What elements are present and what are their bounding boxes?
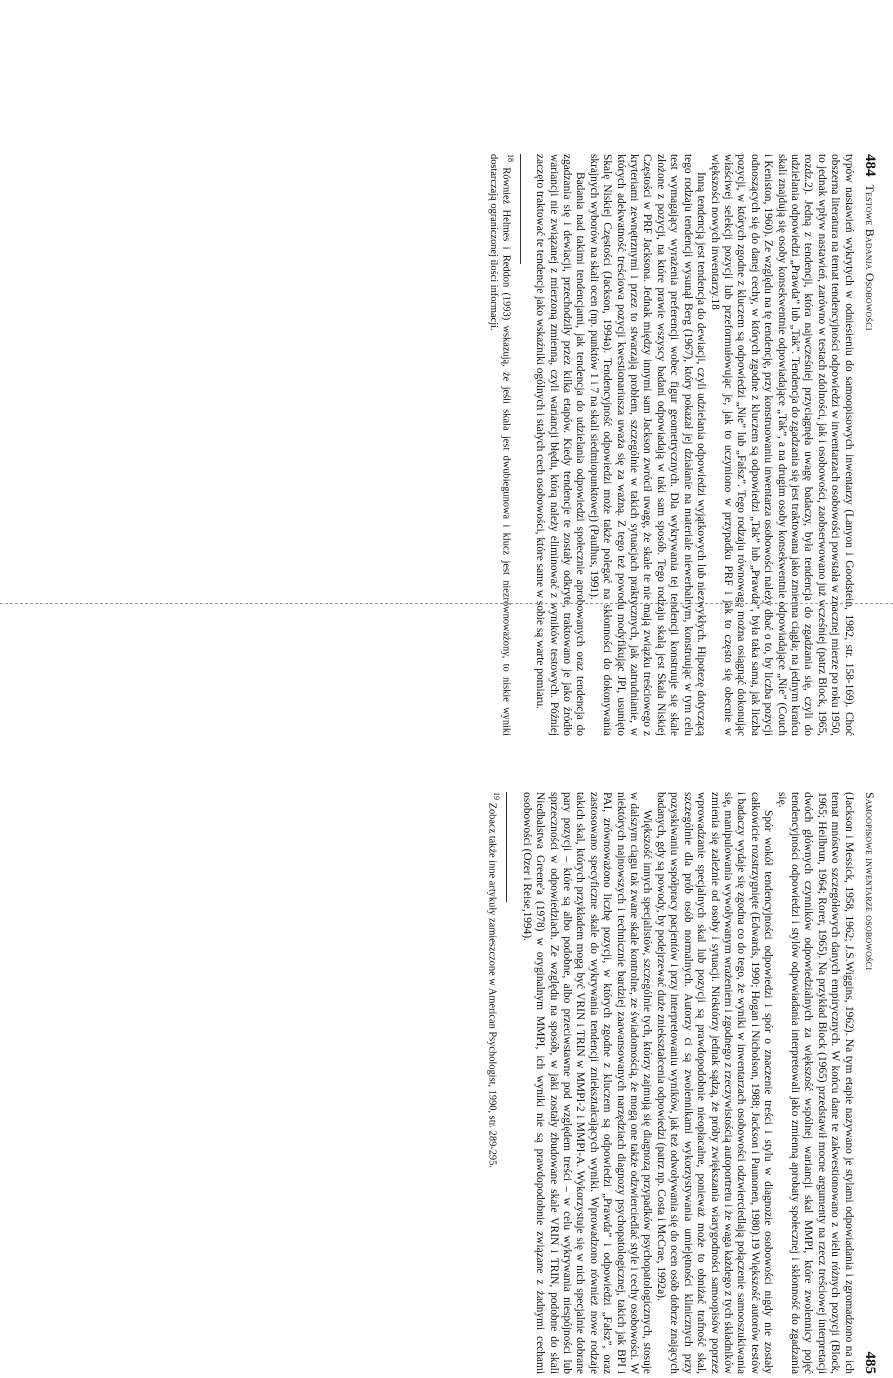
running-head: Testowe Badania Osobowości	[863, 184, 877, 331]
page-484-region	[0, 10, 893, 737]
page-485-region	[0, 648, 893, 1374]
footnote-mark: 19	[492, 792, 502, 800]
paragraph: Większość innych specjalistów, szczególnie tych, którzy zajmują się diagnozą przypadków psychopatologicznych, stosuje w dalszym ciągu tak zwane skale kontrolne, ze świadomością, że mogą one także odzwierciedlać style i cechy osobowości. W niektórych najnowszych i technicznie bardziej zaawansowanych narzędziach diagnozy psychopatologicznej, takich jak BPI i PAI, zrównoważono liczbę pozycji, w których zgodne z kluczem są odpowiedzi „Prawda” i odpowiedzi „Fałsz”, oraz zastosowano specyficzne skale do wykrywania tendencji zniekształcających wyniki. Wprowadzono również nowe rodzaje takich skal, których przykładem mogą być VRIN i TRIN w MMPI-2 i MMPI-A. Wykorzystuje się w nich specjalnie dobrane pary pozycji – które są albo podobne, albo przeciwstawne pod względem treści – w celu wykrywania niespójności lub sprzeczności w odpowiedziach. Ze względu na sposób, w jaki zostały zbudowane skale VRIN i TRIN, podobne do skali Niedbalstwa Greene'a (1978) w oryginalnym MMPI, ich wyniki nie są prawdopodobnie związane z żadnymi cechami osobowości (Ozer i Reise,1994).	[520, 792, 654, 1374]
footnote-text: Również Helmes i Reddon (1993) wskazują, że jeśli skala jest dwubiegunowa i klucz jest niezrównoważony, to niskie wyniki dostarczają ograniczonej ilości informacji.	[487, 154, 512, 737]
page-number: 484	[862, 154, 878, 177]
paragraph: typów nastawień wykrytych w odniesieniu do samoopisowych inwentarzy (Lanyon i Goodstein, 1982, str. 158-169). Choć obszerna literatura na temat tendencyjności odpowiedzi w inwentarzach osobowości powstała w znacznej mierze po roku 1950, to jednak wpływ nastawień, zarówno w testach zdolności, jak i osobowości, zaobserwowano już wcześniej (patrz Block, 1965, rozdz.2). Jedną z tendencji, która najwcześniej przyciągnęła uwagę badaczy, była tendencja do zgadzania się, czyli do udzielania odpowiedzi „Prawda” lub „Tak”. Tendencja do zgadzania się jest traktowana jako zmienna ciągła; na jednym krańcu skali znajdują się osoby konsekwentnie odpowiadające „Tak”, a na drugim osoby konsekwentnie odpowiadające „Nie” (Couch i Keniston, 1960). Ze względu na tę tendencję, przy konstruowaniu inwentarza osobowości należy dbać o to, by liczba pozycji odnoszących się do danej cechy, w których zgodne z kluczem są odpowiedzi „Tak” lub „Prawda”, była taka sama, jak liczba pozycji, w których zgodne z kluczem są odpowiedzi „Nie” lub „Fałsz”. Tego rodzaju równowagę można osiągnąć dokonując właściwej selekcji pozycji lub przeformułowując je, jak to uczyniono w przypadku PRF i jak to często się obecnie w większości nowych inwentarzy.18	[708, 154, 855, 736]
paragraph: (Jackson i Messick, 1958, 1962; J.S.Wiggins, 1962). Na tym etapie nazywano je stylami odpowiadania i zgromadzono na ich temat mnóstwo szczegółowych danych empirycznych. W końcu dane te zakwestionowano z wielu różnych pozycji (Block, 1965; Heilbrun, 1964; Rorer, 1965). Na przykład Block (1965) przedstawił mocne argumenty na rzecz treściowej interpretacji dwóch głównych czynników odpowiedzialnych za większość wspólnej wariancji skal MMPI, które zwolennicy pojęć tendencyjności odpowiedzi i stylów odpowiadania interpretowali jako zmienną aprobaty społecznej i skłonność do zgadzania się.	[775, 792, 855, 1374]
page-header	[863, 792, 876, 1374]
page-485	[16, 788, 876, 1378]
page-fold-divider	[0, 603, 893, 604]
running-head: Samoopisowe inwentarze osobowości	[863, 792, 877, 971]
footnote-divider	[520, 154, 521, 264]
paragraph: Spór wokół tendencyjności odpowiedzi i spór o znaczenie treści i stylu w diagnozie osobowości nigdy nie zostały całkowicie rozstrzygnięte (Edwards, 1990; Hogan i Nicholson, 1988; Jackson i Paunonen, 1980).19 Większość autorów testów i badaczy wydaje się zgodna co do tego, że wyniki w inwentarzach osobowości odzwierciedlają połączenie samooszukiwania się, manipulowania wywoływanym wrażeniem i zgodnego z rzeczywistością autoportretu i że waga każdego z tych składników zmienia się zależnie od osoby i sytuacji. Niektórzy jednak sądzą, że próby zwiększania wiarygodności samoopisów poprzez wprowadzanie specjalnych skal lub pozycji są prawdopodobnie nieopłacalne, ponieważ może to obniżać trafność skal, szczególnie dla prób osób normalnych. Autorzy ci są zwolennikami wykorzystywania umiejętności klinicznych przy pozyskiwaniu współpracy pacjentów i przy interpretowaniu wyników, jak też odwoływania się do ocen osób dobrze znających badanych, gdy są powody, by podejrzewać duże zniekształcenia odpowiedzi (patrz np. Costa i McCrae, 1992a).	[654, 792, 775, 1374]
footnote-mark: 18	[505, 154, 515, 162]
footnote	[486, 792, 503, 1374]
footnote-text: Zobacz także inne artykuły zamieszczone w American Psychologist, 1990, str. 289-295.	[486, 802, 498, 1168]
paragraph: Inną tendencją jest tendencja do dewiacji, czyli udzielania odpowiedzi wyjątkowych lub niezwykłych. Hipotezę dotyczącą tego rodzaju tendencji wysunął Berg (1967), który pokazał jej działanie na materiale niewerbalnym, konstruując w tym celu test wymagający wyrażenia preferencji wobec figur geometrycznych. Dla wykrywania tej tendencji konstruuje się skale złożone z pozycji, na które prawie wszyscy badani odpowiadają w taki sam sposób. Tego rodzaju skalą jest Skala Niskiej Częstości w PRF Jacksona. Jednak między innymi sam Jackson zwrócił uwagę, że skale te nie mają związku treściowego z kryteriami zewnętrznymi i przez to stwarzają problem, szczególnie w takich sytuacjach praktycznych, jak zatrudnianie, w których adekwatność treściowa pozycji kwestionariusza uważa się za ważną. Z tego też powodu modyfikując JPI, usunięto Skalę Niskiej Częstości (Jackson, 1994a). Tendencyjność odpowiedzi może także polegać na skłonności do dokonywania skrajnych wyborów na skali ocen (np. punktów 1 i 7 na skali siedmiopunktowej) (Paulhus, 1991).	[587, 154, 708, 736]
page-number: 485	[862, 1351, 878, 1374]
footnote-divider	[506, 792, 507, 902]
paragraph: Badania nad takimi tendencjami, jak tendencja do udzielania odpowiedzi społecznie aprobowanych oraz tendencja do zgadzania się i dewiacji, przechodziły przez kilka etapów. Kiedy tendencje te zostały odkryte, traktowano je jako źródło wariancji nie związanej z mierzoną zmienną, czyli wariancji błędu, którą należy eliminować z wyników testowych. Później zaczęto traktować te tendencje jako wskaźniki ogólnych i stałych cech osobowości, które same w sobie są warte pomiaru.	[534, 154, 587, 736]
